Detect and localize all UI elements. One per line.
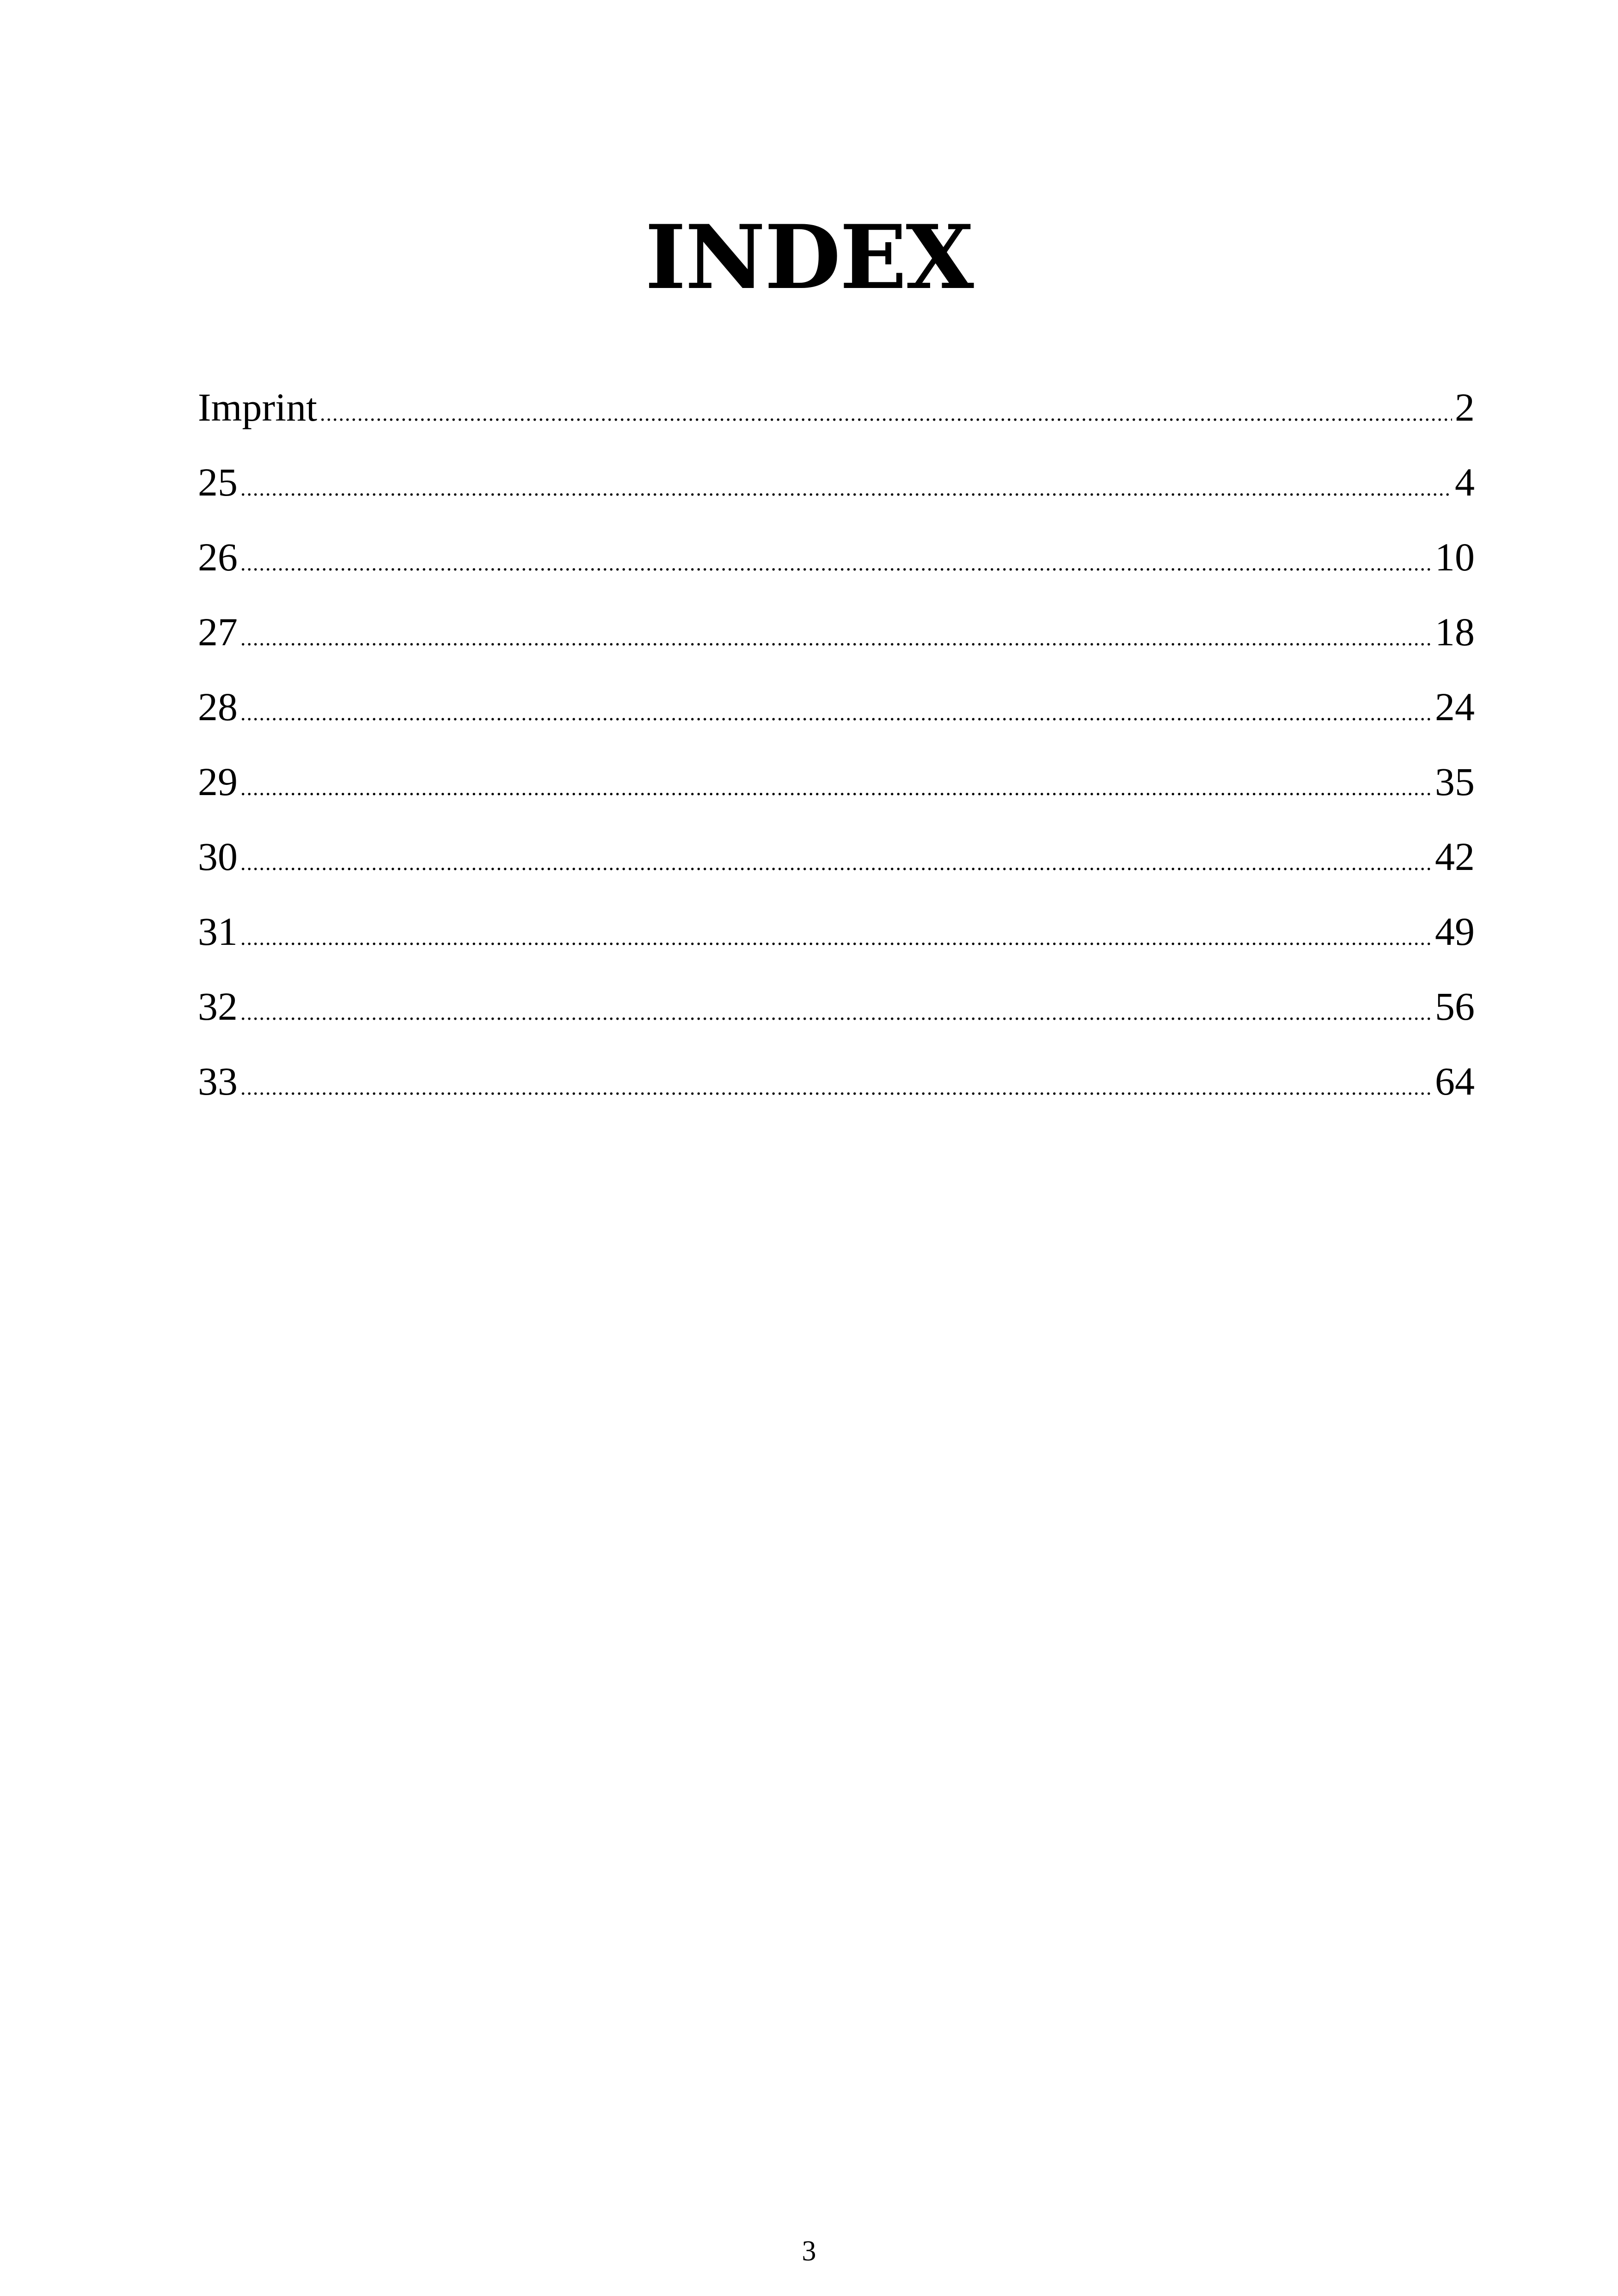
toc-entry-page: 18: [1435, 610, 1475, 654]
toc-entry-32[interactable]: [198, 969, 1475, 1044]
table-of-contents: [198, 370, 1475, 1119]
toc-dot-leader: [240, 1050, 1432, 1125]
toc-entry-label: Imprint: [198, 385, 317, 429]
toc-entry-label: 26: [198, 535, 238, 579]
toc-dot-leader: [320, 376, 1452, 451]
toc-entry-31[interactable]: [198, 894, 1475, 969]
toc-dot-leader: [240, 601, 1432, 676]
toc-entry-label: 33: [198, 1059, 238, 1103]
toc-entry-28[interactable]: [198, 669, 1475, 744]
toc-entry-page: 2: [1455, 385, 1475, 429]
toc-entry-25[interactable]: [198, 445, 1475, 520]
toc-entry-label: 25: [198, 460, 238, 504]
page-number: 3: [802, 2235, 816, 2267]
toc-entry-27[interactable]: [198, 594, 1475, 669]
toc-entry-page: 10: [1435, 535, 1475, 579]
toc-entry-page: 24: [1435, 685, 1475, 729]
toc-dot-leader: [240, 975, 1432, 1050]
toc-entry-label: 30: [198, 834, 238, 879]
page-title: INDEX: [645, 206, 973, 309]
toc-entry-26[interactable]: [198, 520, 1475, 594]
toc-entry-label: 28: [198, 685, 238, 729]
toc-entry-label: 27: [198, 610, 238, 654]
toc-dot-leader: [240, 751, 1432, 826]
toc-entry-imprint[interactable]: [198, 370, 1475, 445]
toc-dot-leader: [240, 826, 1432, 900]
toc-entry-page: 42: [1435, 834, 1475, 879]
toc-entry-page: 56: [1435, 984, 1475, 1029]
toc-entry-30[interactable]: [198, 819, 1475, 894]
toc-entry-page: 49: [1435, 909, 1475, 954]
toc-entry-label: 29: [198, 759, 238, 804]
toc-entry-page: 64: [1435, 1059, 1475, 1103]
toc-dot-leader: [240, 451, 1452, 526]
toc-entry-29[interactable]: [198, 744, 1475, 819]
toc-entry-page: 4: [1455, 460, 1475, 504]
toc-dot-leader: [240, 900, 1432, 975]
toc-entry-label: 31: [198, 909, 238, 954]
toc-entry-label: 32: [198, 984, 238, 1029]
toc-entry-page: 35: [1435, 759, 1475, 804]
toc-entry-33[interactable]: [198, 1044, 1475, 1119]
toc-dot-leader: [240, 526, 1432, 601]
toc-dot-leader: [240, 676, 1432, 751]
